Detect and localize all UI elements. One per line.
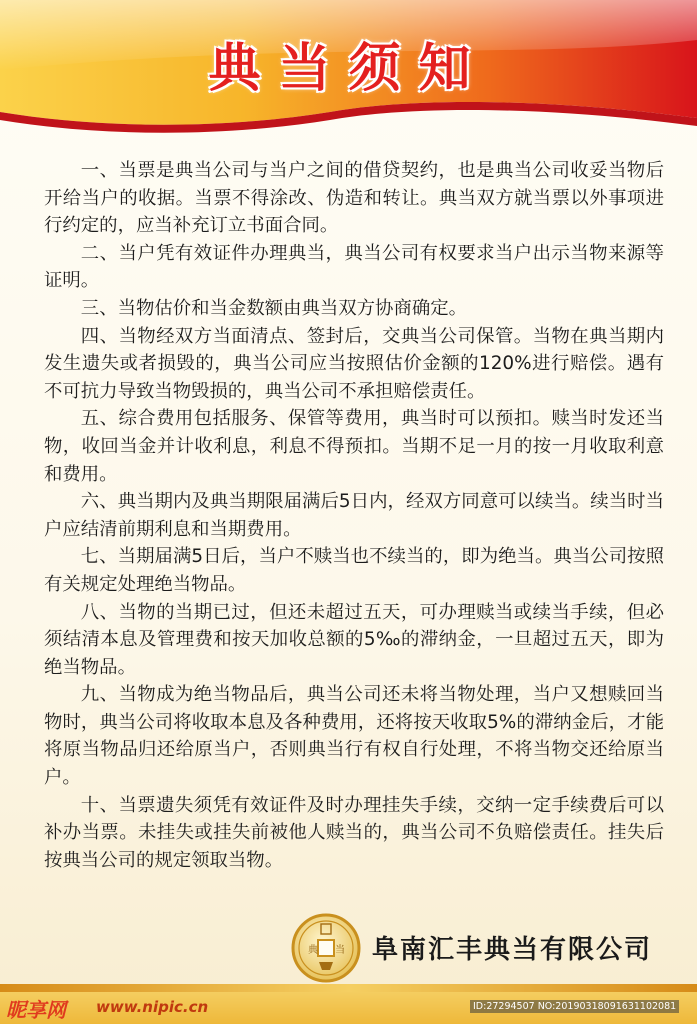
watermark-band <box>0 984 697 1024</box>
company-signature <box>290 912 688 984</box>
band-decoration <box>0 984 697 992</box>
clause-4: 四、当物经双方当面清点、签封后，交典当公司保管。当物在典当期内发生遗失或者损毁的，典当公司应当按照估价金额的120%进行赔偿。遇有不可抗力导致当物毁损的，典当公司不承担赔偿责任。 <box>44 325 664 402</box>
page-title: 典当须知 <box>208 38 489 99</box>
company-name: 阜南汇丰典当有限公司 <box>372 935 653 965</box>
clause-3: 三、当物估价和当金数额由典当双方协商确定。 <box>80 297 468 319</box>
watermark-url: www.nipic.cn <box>96 998 209 1016</box>
clause-9: 九、当物成为绝当物品后，典当公司还未将当物处理，当户又想赎回当物时，典当公司将收取本息及各种费用，还将按天收取5%的滞纳金后，才能将原当物品归还给原当户，否则典当行有权自行处理，不将当物交还给原当户。 <box>44 684 664 789</box>
watermark-logo: 昵享网 <box>6 998 66 1022</box>
seal-char-right: 当 <box>335 945 345 956</box>
watermark-id: ID:27294507 NO:20190318091631102081 <box>470 1000 679 1013</box>
clause-6: 六、典当期内及典当期限届满后5日内，经双方同意可以续当。续当时当户应结清前期利息和当期费用。 <box>44 491 664 540</box>
clause-5: 五、综合费用包括服务、保管等费用，典当时可以预扣。赎当时发还当物，收回当金并计收利息，利息不得预扣。当期不足一月的按一月收取利意和费用。 <box>44 408 664 485</box>
clause-2: 二、当户凭有效证件办理典当，典当公司有权要求当户出示当物来源等证明。 <box>44 242 664 292</box>
notice-body <box>44 157 664 874</box>
clause-10: 十、当票遗失须凭有效证件及时办理挂失手续，交纳一定手续费后可以补办当票。未挂失或挂失前被他人赎当的，典当公司不负赔偿责任。挂失后按典当公司的规定领取当物。 <box>44 794 664 871</box>
clause-7: 七、当期届满5日后，当户不赎当也不续当的，即为绝当。典当公司按照有关规定处理绝当物品。 <box>44 546 664 595</box>
clause-1: 一、当票是典当公司与当户之间的借贷契约，也是典当公司收妥当物后开给当户的收据。当票不得涂改、伪造和转让。典当双方就当票以外事项进行约定的，应当补充订立书面合同。 <box>44 160 664 237</box>
clause-8: 八、当物的当期已过，但还未超过五天，可办理赎当或续当手续，但必须结清本息及管理费和按天加收总额的5‰的滞纳金，一旦超过五天，即为绝当物品。 <box>44 601 664 678</box>
seal-char-left: 典 <box>308 945 318 956</box>
coin-logo-icon <box>290 912 362 984</box>
